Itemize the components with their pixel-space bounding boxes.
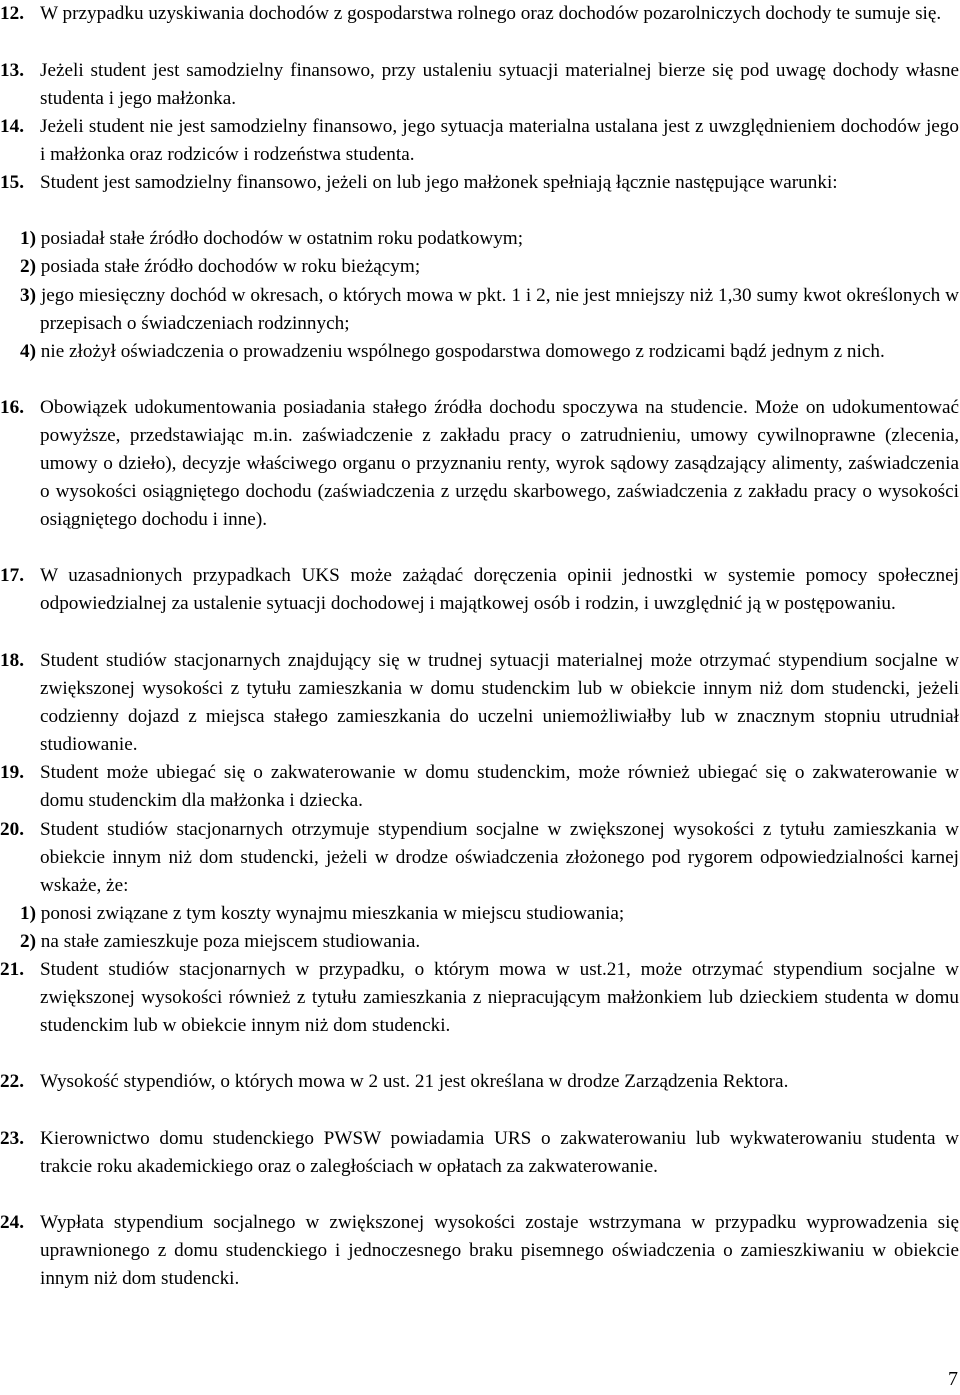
item-number: 20. (0, 819, 24, 840)
subitem-15-1 (20, 225, 523, 253)
item-number: 19. (0, 762, 24, 783)
subitem-15-3 (0, 282, 959, 338)
item-number: 13. (0, 60, 24, 81)
item-text: Student jest samodzielny finansowo, jeżeli on lub jego małżonek spełniają łącznie następujące warunki: (40, 172, 838, 193)
subitem-text: ponosi związane z tym koszty wynajmu mieszkania w miejscu studiowania; (40, 903, 625, 924)
subitem-text: posiadał stałe źródło dochodów w ostatnim roku podatkowym; (40, 228, 524, 249)
subitem-text: posiada stałe źródło dochodów w roku bieżącym; (40, 256, 421, 277)
item-number: 18. (0, 650, 24, 671)
item-text: W przypadku uzyskiwania dochodów z gospodarstwa rolnego oraz dochodów pozarolniczych dochody te sumuje się. (40, 3, 942, 24)
item-number: 17. (0, 565, 24, 586)
paragraph-23 (0, 1125, 959, 1181)
item-number: 14. (0, 116, 24, 137)
item-number: 15. (0, 172, 24, 193)
subitem-number: 2) (20, 931, 36, 952)
item-text: Wysokość stypendiów, o których mowa w 2 ust. 21 jest określana w drodze Zarządzenia Rektora. (40, 1071, 789, 1092)
subitem-15-4 (0, 338, 959, 366)
subitem-text: na stałe zamieszkuje poza miejscem studiowania. (40, 931, 421, 952)
paragraph-18 (0, 647, 959, 759)
item-text: Student studiów stacjonarnych otrzymuje stypendium socjalne w zwiększonej wysokości z tytułu zamieszkania w obiekcie innym niż dom studencki, jeżeli w drodze oświadczenia złożonego pod rygorem odpowiedzialności karnej wskaże, że: (40, 819, 959, 897)
item-text: Jeżeli student nie jest samodzielny finansowo, jego sytuacja materialna ustalana jest z uwzględnieniem dochodów jego i małżonka oraz rodziców i rodzeństwa studenta. (40, 116, 959, 166)
paragraph-14 (0, 113, 959, 169)
subitem-20-2 (20, 928, 420, 956)
item-number: 12. (0, 3, 24, 24)
paragraph-12 (0, 0, 959, 28)
subitem-number: 3) (20, 285, 36, 306)
paragraph-13 (0, 57, 959, 113)
subitem-number: 2) (20, 256, 36, 277)
item-number: 23. (0, 1128, 24, 1149)
item-text: Student może ubiegać się o zakwaterowanie w domu studenckim, może również ubiegać się o zakwaterowanie w domu studenckim dla małżonka i dziecka. (40, 762, 959, 812)
paragraph-19 (0, 759, 959, 815)
subitem-20-1 (20, 900, 624, 928)
subitem-number: 1) (20, 903, 36, 924)
subitem-number: 1) (20, 228, 36, 249)
item-number: 24. (0, 1212, 24, 1233)
item-text: Wypłata stypendium socjalnego w zwiększonej wysokości zostaje wstrzymana w przypadku wyprowadzenia się uprawnionego z domu studenckiego i jednoczesnego braku pisemnego oświadczenia o zamieszkiwaniu w obiekcie innym niż dom studencki. (40, 1212, 959, 1290)
paragraph-17 (0, 562, 959, 618)
item-number: 22. (0, 1071, 24, 1092)
item-text: Student studiów stacjonarnych znajdujący się w trudnej sytuacji materialnej może otrzymać stypendium socjalne w zwiększonej wysokości z tytułu zamieszkania w domu studenckim lub w obiekcie innym niż dom studencki, jeżeli codzienny dojazd z miejsca stałego zamieszkania do uczelni uniemożliwiałby lub w znacznym stopniu utrudniał studiowanie. (40, 650, 959, 756)
page-number: 7 (948, 1368, 958, 1390)
subitem-text: nie złożył oświadczenia o prowadzeniu wspólnego gospodarstwa domowego z rodzicami bądź jednym z nich. (40, 341, 885, 362)
paragraph-22 (0, 1068, 959, 1096)
subitem-15-2 (20, 253, 420, 281)
item-text: Jeżeli student jest samodzielny finansowo, przy ustaleniu sytuacji materialnej bierze się pod uwagę dochody własne studenta i jego małżonka. (40, 60, 959, 110)
item-number: 21. (0, 959, 24, 980)
subitem-number: 4) (20, 341, 36, 362)
paragraph-20 (0, 816, 959, 900)
paragraph-21 (0, 956, 959, 1040)
item-text: Obowiązek udokumentowania posiadania stałego źródła dochodu spoczywa na studencie. Może on udokumentować powyższe, przedstawiając m.in. zaświadczenie z zakładu pracy o zatrudnieniu, umowy cywilnoprawne (zlecenia, umowy o dzieło), decyzje właściwego organu o przyznaniu renty, wyrok sądowy zasądzający alimenty, zaświadczenia o wysokości osiągniętego dochodu (zaświadczenia z urzędu skarbowego, zaświadczenia z zakładu pracy o wysokości osiągniętego dochodu i inne). (40, 397, 959, 531)
item-number: 16. (0, 397, 24, 418)
paragraph-24 (0, 1209, 959, 1293)
item-text: Student studiów stacjonarnych w przypadku, o którym mowa w ust.21, może otrzymać stypendium socjalne w zwiększonej wysokości również z tytułu zamieszkania z niepracującym małżonkiem lub dzieckiem studenta w domu studenckim lub w obiekcie innym niż dom studencki. (40, 959, 959, 1037)
paragraph-16 (0, 394, 959, 534)
subitem-text: jego miesięczny dochód w okresach, o których mowa w pkt. 1 i 2, nie jest mniejszy niż 1,30 sumy kwot określonych w przepisach o świadczeniach rodzinnych; (40, 285, 959, 335)
item-text: W uzasadnionych przypadkach UKS może zażądać doręczenia opinii jednostki w systemie pomocy społecznej odpowiedzialnej za ustalenie sytuacji dochodowej i majątkowej osób i rodzin, i uwzględnić ją w postępowaniu. (40, 565, 959, 615)
paragraph-15 (0, 169, 959, 197)
item-text: Kierownictwo domu studenckiego PWSW powiadamia URS o zakwaterowaniu lub wykwaterowaniu studenta w trakcie roku akademickiego oraz o zaległościach w opłatach za zakwaterowanie. (40, 1128, 959, 1178)
